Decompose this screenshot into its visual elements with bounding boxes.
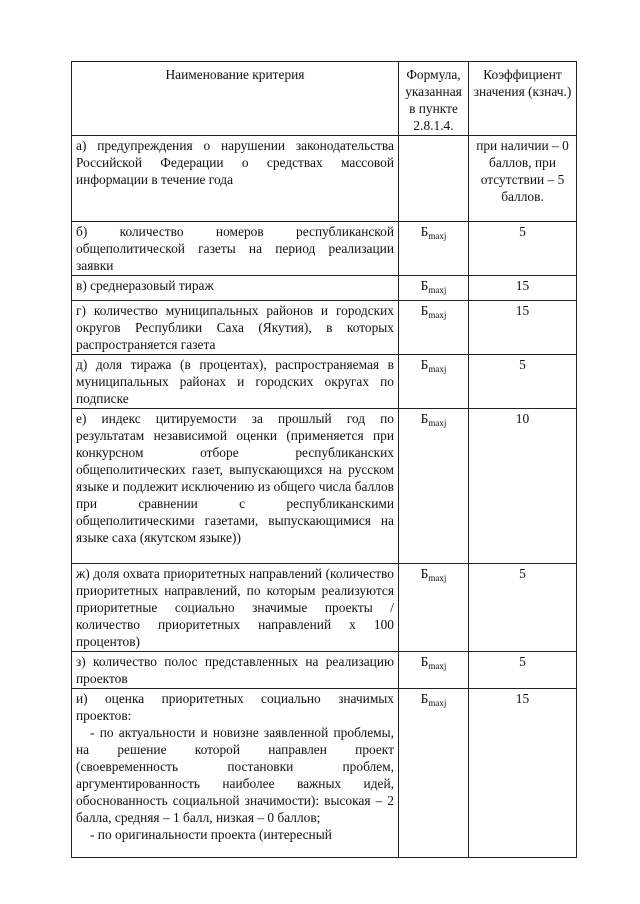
formula-symbol: Б bbox=[420, 566, 429, 581]
table-row bbox=[72, 355, 577, 409]
formula-subscript: maxj bbox=[428, 661, 447, 671]
formula-cell bbox=[399, 564, 469, 652]
coefficient-cell: 10 bbox=[469, 409, 577, 564]
coefficient-cell: 5 bbox=[469, 355, 577, 409]
criterion-cell: д) доля тиража (в процентах), распространяемая в муниципальных районах и городских округах по подписке bbox=[72, 355, 399, 409]
coefficient-cell: 5 bbox=[469, 652, 577, 689]
formula-cell bbox=[399, 276, 469, 301]
table-row bbox=[72, 222, 577, 276]
table-row bbox=[72, 409, 577, 564]
formula-subscript: maxj bbox=[428, 310, 447, 320]
coefficient-cell: 5 bbox=[469, 222, 577, 276]
formula-cell bbox=[399, 136, 469, 222]
header-criterion-name: Наименование критерия bbox=[72, 62, 399, 136]
table-row bbox=[72, 652, 577, 689]
table-row bbox=[72, 276, 577, 301]
table-row bbox=[72, 564, 577, 652]
formula-cell bbox=[399, 355, 469, 409]
criterion-cell: б) количество номеров республиканской общеполитической газеты на период реализации заявки bbox=[72, 222, 399, 276]
coefficient-cell: 15 bbox=[469, 301, 577, 355]
formula-subscript: maxj bbox=[428, 418, 447, 428]
formula-cell bbox=[399, 689, 469, 858]
formula-subscript: maxj bbox=[428, 573, 447, 583]
header-coefficient: Коэффициент значения (кзнач.) bbox=[469, 62, 577, 136]
formula-subscript: maxj bbox=[428, 231, 447, 241]
criteria-table bbox=[71, 61, 577, 858]
criterion-subitem: - по актуальности и новизне заявленной проблемы, на решение которой направлен проект (своевременность постановки проблем, аргументированность наиболее важных идей, обоснованность социальной значимости): высокая – 2 балла, средняя – 1 балл, низкая – 0 баллов; bbox=[76, 725, 394, 825]
formula-symbol: Б bbox=[420, 691, 429, 706]
criterion-cell: а) предупреждения о нарушении законодательства Российской Федерации о средствах массовой информации в течение года bbox=[72, 136, 399, 222]
formula-symbol: Б bbox=[420, 224, 429, 239]
formula-subscript: maxj bbox=[428, 364, 447, 374]
formula-symbol: Б bbox=[420, 654, 429, 669]
header-row bbox=[72, 62, 577, 136]
criterion-cell: ж) доля охвата приоритетных направлений (количество приоритетных направлений, по которым реализуются приоритетные социально значимые проекты / количество приоритетных направлений х 100 процентов) bbox=[72, 564, 399, 652]
criterion-cell: е) индекс цитируемости за прошлый год по результатам независимой оценки (применяется при конкурсном отборе республиканских общеполитических газет, выпускающихся на русском языке и подлежит исключению из общего числа баллов при сравнении с республиканскими общеполитическими газетами, выпускающимися на языке саха (якутском языке)) bbox=[72, 409, 399, 564]
table-row bbox=[72, 301, 577, 355]
formula-cell bbox=[399, 301, 469, 355]
criterion-cell: з) количество полос представленных на реализацию проектов bbox=[72, 652, 399, 689]
formula-symbol: Б bbox=[420, 411, 429, 426]
criterion-cell bbox=[72, 689, 399, 858]
coefficient-cell: при наличии – 0 баллов, при отсутствии – 5 баллов. bbox=[469, 136, 577, 222]
formula-cell bbox=[399, 409, 469, 564]
criterion-cell: г) количество муниципальных районов и городских округов Республики Саха (Якутия), в которых распространяется газета bbox=[72, 301, 399, 355]
formula-symbol: Б bbox=[420, 278, 429, 293]
formula-subscript: maxj bbox=[428, 285, 447, 295]
formula-subscript: maxj bbox=[428, 698, 447, 708]
coefficient-cell: 15 bbox=[469, 689, 577, 858]
table-row bbox=[72, 689, 577, 858]
formula-cell bbox=[399, 652, 469, 689]
table-row bbox=[72, 136, 577, 222]
header-formula: Формула, указанная в пункте 2.8.1.4. bbox=[399, 62, 469, 136]
formula-symbol: Б bbox=[420, 303, 429, 318]
formula-symbol: Б bbox=[420, 357, 429, 372]
criterion-heading: и) оценка приоритетных социально значимых проектов: bbox=[76, 691, 394, 723]
criterion-subitem: - по оригинальности проекта (интересный bbox=[90, 827, 332, 842]
coefficient-cell: 15 bbox=[469, 276, 577, 301]
formula-cell bbox=[399, 222, 469, 276]
coefficient-cell: 5 bbox=[469, 564, 577, 652]
criterion-cell: в) среднеразовый тираж bbox=[72, 276, 399, 301]
